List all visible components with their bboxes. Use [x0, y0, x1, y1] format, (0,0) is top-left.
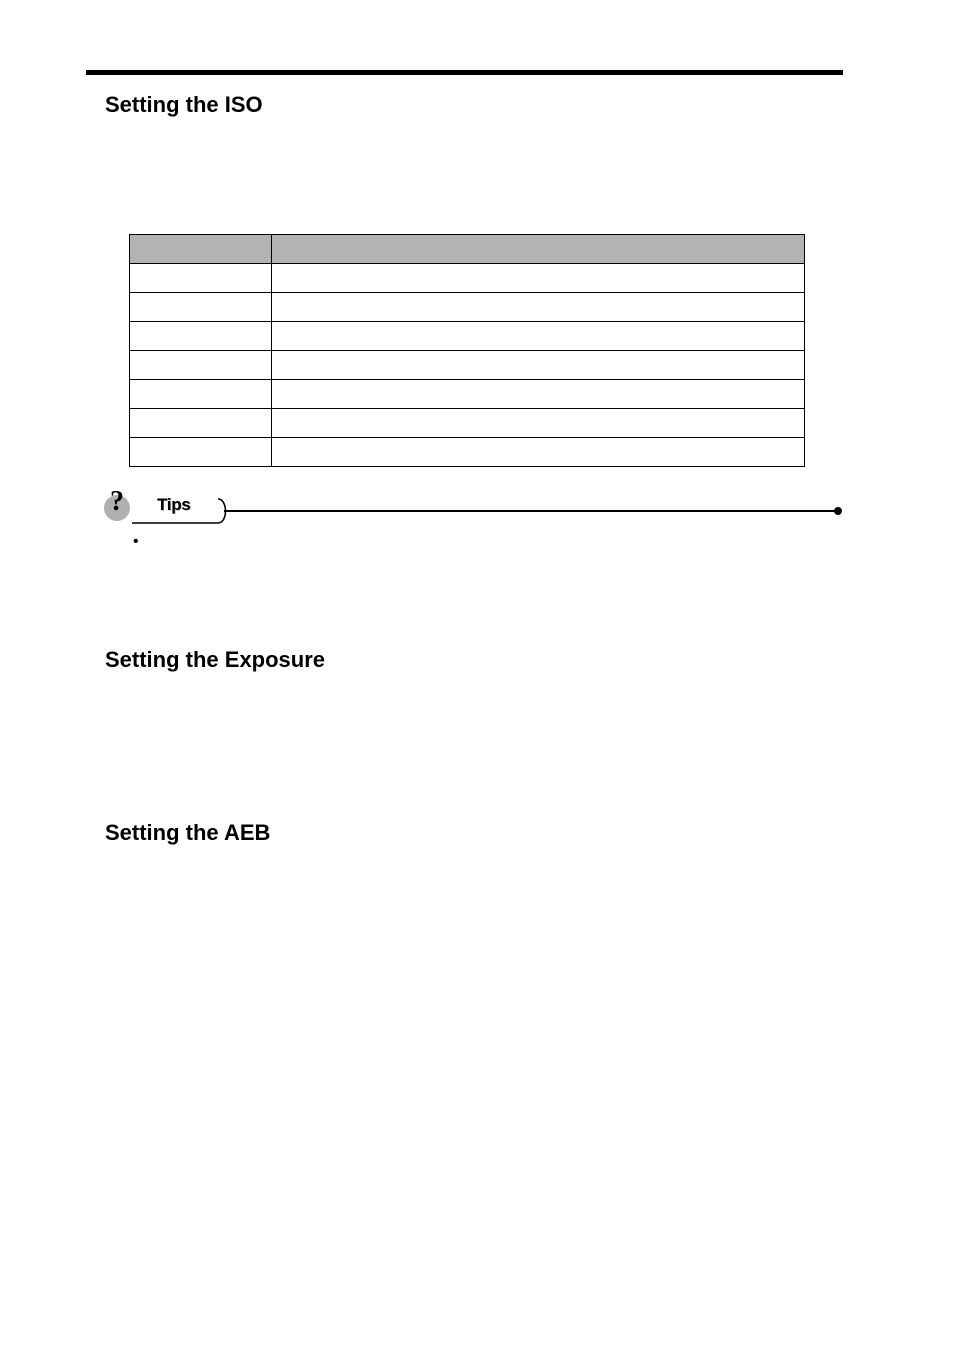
table-cell: [272, 322, 805, 351]
table-cell: [272, 293, 805, 322]
table-cell: [130, 351, 272, 380]
table-cell: [130, 264, 272, 293]
table-header-cell: [272, 235, 805, 264]
table-header-row: [130, 235, 805, 264]
table-row: [130, 438, 805, 467]
table-cell: [272, 380, 805, 409]
question-mark-icon: [104, 486, 130, 521]
table-row: [130, 322, 805, 351]
table-row: [130, 351, 805, 380]
tips-label: Tips: [157, 495, 191, 514]
table-row: [130, 380, 805, 409]
table-row: [130, 264, 805, 293]
tips-decoration: [100, 482, 848, 528]
top-rule: [86, 70, 843, 75]
table-cell: [272, 264, 805, 293]
table-cell: [130, 380, 272, 409]
table-cell: [272, 409, 805, 438]
table-cell: [272, 351, 805, 380]
section-heading-iso: Setting the ISO: [105, 92, 263, 117]
svg-text:?: ?: [110, 486, 124, 517]
table-cell: [130, 409, 272, 438]
tips-callout: [100, 482, 848, 528]
bullet-marker: •: [133, 533, 139, 550]
table-row: [130, 409, 805, 438]
table-cell: [130, 438, 272, 467]
table-cell: [130, 322, 272, 351]
table-header-cell: [130, 235, 272, 264]
tips-list-item: [133, 532, 139, 552]
section-heading-exposure: Setting the Exposure: [105, 647, 326, 672]
table-row: [130, 293, 805, 322]
iso-table: [129, 234, 805, 467]
section-heading-aeb: Setting the AEB: [105, 820, 271, 845]
table-cell: [272, 438, 805, 467]
table-cell: [130, 293, 272, 322]
